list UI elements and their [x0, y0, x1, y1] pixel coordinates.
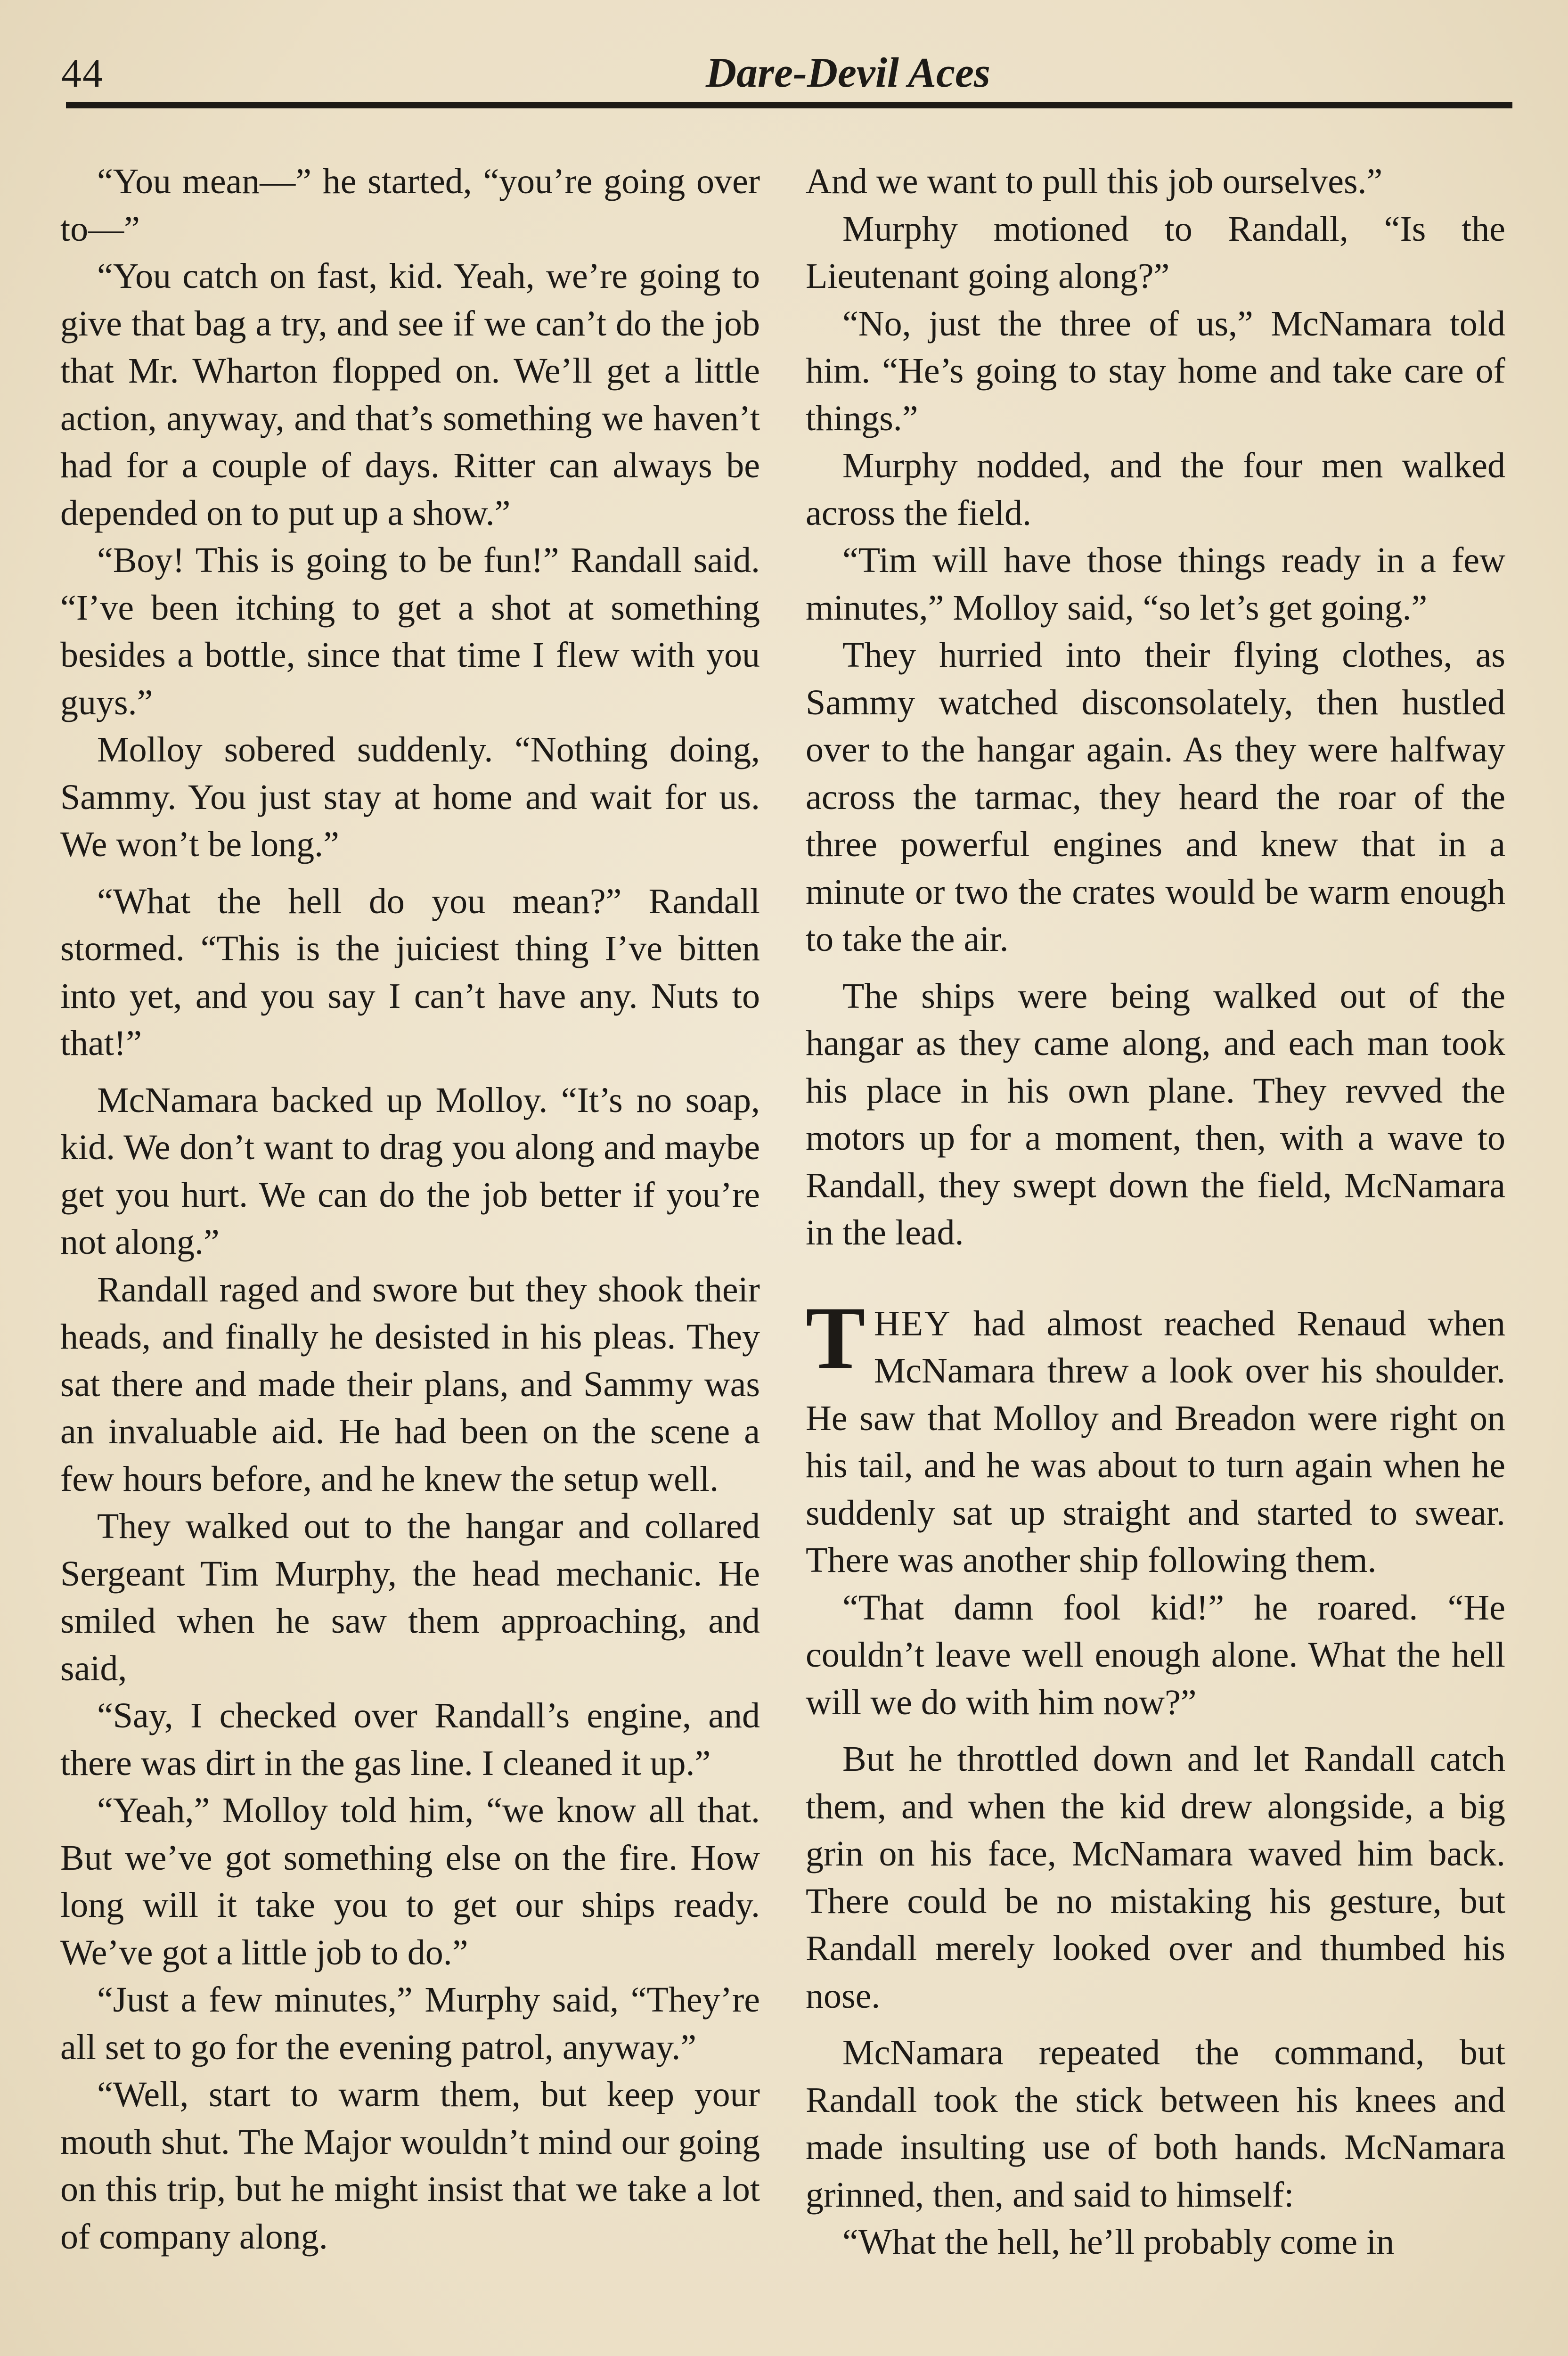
paragraph: “You mean—” he started, “you’re going over to—”: [60, 162, 760, 249]
paragraph: “No, just the three of us,” McNamara told him. “He’s going to stay home and take care of things.”: [806, 303, 1505, 438]
section-opening-paragraph: [806, 1288, 1505, 1584]
paragraph: “That damn fool kid!” he roared. “He couldn’t leave well enough alone. What the hell will we do with him now?”: [806, 1587, 1505, 1722]
paragraph: The ships were being walked out of the hangar as they came along, and each man took his place in his own plane. They revved the motors up for a moment, then, with a wave to Randall, they swept down the field, McNamara in the lead.: [806, 976, 1505, 1252]
paragraph: Molloy sobered suddenly. “Nothing doing, Sammy. You just stay at home and wait for us. We won’t be long.”: [60, 730, 760, 864]
page-header: [61, 45, 1512, 101]
paragraph: Murphy nodded, and the four men walked across the field.: [806, 446, 1505, 533]
paragraph: And we want to pull this job ourselves.”: [806, 162, 1383, 201]
paragraph: McNamara repeated the command, but Randall took the stick between his knees and made insulting use of both hands. McNamara grinned, then, and said to himself:: [806, 2033, 1505, 2215]
right-column: [806, 158, 1505, 2266]
paragraph: But he throttled down and let Randall catch them, and when the kid drew alongside, a big grin on his face, McNamara waved him back. There could be no mistaking his gesture, but Randall merely looked over and thumbed his nose.: [806, 1739, 1505, 2016]
paragraph: “Yeah,” Molloy told him, “we know all that. But we’ve got something else on the fire. How long will it take you to get our ships ready. We’ve got a little job to do.”: [60, 1791, 760, 1972]
drop-cap: T: [806, 1288, 866, 1388]
paragraph: “What the hell, he’ll probably come in: [842, 2222, 1395, 2262]
paragraph: “Boy! This is going to be fun!” Randall said. “I’ve been itching to get a shot at something besides a bottle, since that time I flew with you guys.”: [60, 540, 760, 722]
paragraph: Murphy motioned to Randall, “Is the Lieutenant going along?”: [806, 209, 1505, 296]
paragraph: “What the hell do you mean?” Randall stormed. “This is the juiciest thing I’ve bitten into yet, and you say I can’t have any. Nuts to that!”: [60, 881, 760, 1063]
small-caps-lead: HEY: [874, 1303, 952, 1343]
paragraph: They walked out to the hangar and collared Sergeant Tim Murphy, the head mechanic. He smiled when he saw them approaching, and said,: [60, 1506, 760, 1688]
paragraph: “Tim will have those things ready in a few minutes,” Molloy said, “so let’s get going.”: [806, 540, 1505, 628]
paragraph: “Just a few minutes,” Murphy said, “They’re all set to go for the evening patrol, anyway.”: [60, 1980, 760, 2067]
paragraph: “Say, I checked over Randall’s engine, and there was dirt in the gas line. I cleaned it up.”: [60, 1696, 760, 1783]
paragraph: “You catch on fast, kid. Yeah, we’re going to give that bag a try, and see if we can’t do the job that Mr. Wharton flopped on. We’ll get a little action, anyway, and that’s something we haven’t had for a couple of days. Ritter can always be depended on to put up a show.”: [60, 256, 760, 533]
paragraph: “Well, start to warm them, but keep your mouth shut. The Major wouldn’t mind our going on this trip, but he might insist that we take a lot of company along.: [60, 2075, 760, 2257]
section-opening-text: had almost reached Renaud when McNamara threw a look over his shoulder. He saw that Molloy and Breadon were right on his tail, and he was about to turn again when he suddenly sat up straight and started to swear. There was another ship following them.: [806, 1303, 1505, 1580]
paragraph: McNamara backed up Molloy. “It’s no soap, kid. We don’t want to drag you along and maybe get you hurt. We can do the job better if you’re not along.”: [60, 1080, 760, 1262]
running-title: Dare-Devil Aces: [706, 49, 990, 96]
left-column: [60, 158, 760, 2260]
page-number: 44: [61, 50, 104, 96]
paragraph: Randall raged and swore but they shook their heads, and finally he desisted in his pleas. They sat there and made their plans, and Sammy was an invaluable aid. He had been on the scene a few hours before, and he knew the setup well.: [60, 1269, 760, 1499]
header-rule: [66, 102, 1512, 108]
paragraph: They hurried into their flying clothes, as Sammy watched disconsolately, then hustled over to the hangar again. As they were halfway across the tarmac, they heard the roar of the three powerful engines and knew that in a minute or two the crates would be warm enough to take the air.: [806, 635, 1505, 959]
